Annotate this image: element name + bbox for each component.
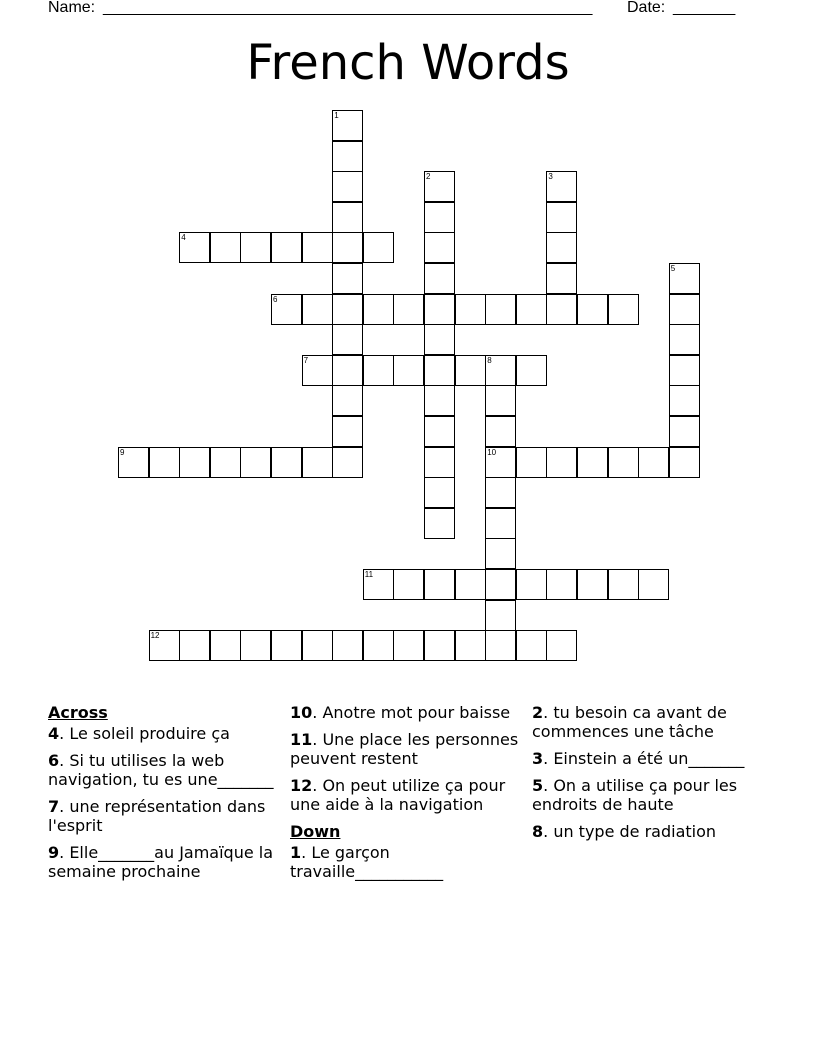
down-clue-2: [532, 703, 772, 741]
cell-number: 12: [150, 631, 160, 641]
clue-text: . une représentation dans l'esprit: [48, 797, 266, 835]
grid-cell[interactable]: [424, 294, 455, 325]
cell-number: 7: [303, 355, 309, 365]
grid-cell[interactable]: [608, 447, 639, 478]
grid-cell[interactable]: [546, 263, 577, 294]
cell-number: 9: [120, 447, 125, 457]
clue-number: 6: [48, 751, 60, 770]
clue-number: 4: [48, 724, 60, 743]
grid-cell[interactable]: [669, 263, 700, 294]
cell-number: 1: [334, 111, 339, 120]
down-clue-1: [290, 843, 530, 881]
grid-cell[interactable]: [363, 569, 394, 600]
grid-cell[interactable]: [332, 324, 363, 355]
grid-cell[interactable]: [455, 294, 486, 325]
grid-cell[interactable]: [363, 294, 394, 325]
down-heading: Down: [290, 822, 341, 841]
grid-cell[interactable]: [393, 569, 424, 600]
clue-text: . un type de radiation: [543, 822, 717, 841]
grid-cell[interactable]: [302, 630, 333, 661]
grid-cell[interactable]: [669, 324, 700, 355]
grid-cell[interactable]: [608, 569, 639, 600]
down-clue-8: [532, 822, 772, 841]
grid-cell[interactable]: [179, 232, 210, 263]
grid-cell[interactable]: [424, 202, 455, 233]
clue-number: 2: [532, 703, 544, 722]
grid-cell[interactable]: [332, 232, 363, 263]
across-clue-7: [48, 797, 288, 835]
grid-cell[interactable]: [485, 355, 516, 386]
date-label: Date:: [627, 0, 666, 16]
grid-cell[interactable]: [669, 355, 700, 386]
grid-cell[interactable]: [485, 630, 516, 661]
grid-cell[interactable]: [577, 447, 608, 478]
grid-cell[interactable]: [546, 630, 577, 661]
grid-cell[interactable]: [546, 447, 577, 478]
grid-cell[interactable]: [424, 508, 455, 539]
grid-cell[interactable]: [516, 294, 547, 325]
grid-cell[interactable]: [179, 630, 210, 661]
grid-cell[interactable]: [363, 232, 394, 263]
grid-cell[interactable]: [424, 569, 455, 600]
grid-cell[interactable]: [179, 447, 210, 478]
clue-text: . Elle_______au Jamaïque la semaine prochaine: [48, 843, 274, 881]
clue-column-1: [48, 703, 288, 889]
cell-number: 10: [487, 447, 497, 457]
clue-text: . On a utilise ça pour les endroits de haute: [532, 776, 738, 814]
grid-cell[interactable]: [149, 630, 180, 661]
grid-cell[interactable]: [669, 385, 700, 416]
clue-text: . Einstein a été un_______: [543, 749, 745, 768]
grid-cell[interactable]: [485, 569, 516, 600]
grid-cell[interactable]: [638, 447, 669, 478]
grid-cell[interactable]: [210, 630, 241, 661]
grid-cell[interactable]: [485, 294, 516, 325]
grid-cell[interactable]: [516, 569, 547, 600]
grid-cell[interactable]: [240, 630, 271, 661]
grid-cell[interactable]: [516, 630, 547, 661]
grid-cell[interactable]: [424, 324, 455, 355]
grid-cell[interactable]: [363, 355, 394, 386]
grid-cell[interactable]: [332, 447, 363, 478]
clue-text: . Le soleil produire ça: [59, 724, 230, 743]
across-clue-9: [48, 843, 288, 881]
grid-cell[interactable]: [393, 355, 424, 386]
grid-cell[interactable]: [271, 447, 302, 478]
grid-cell[interactable]: [210, 232, 241, 263]
grid-cell[interactable]: [332, 141, 363, 172]
grid-cell[interactable]: [577, 294, 608, 325]
clue-number: 11: [290, 730, 313, 749]
clue-number: 12: [290, 776, 313, 795]
clue-text: . Si tu utilises la web navigation, tu es une_______: [48, 751, 274, 789]
grid-cell[interactable]: [210, 447, 241, 478]
clue-number: 8: [532, 822, 544, 841]
grid-cell[interactable]: [332, 263, 363, 294]
grid-cell[interactable]: [393, 294, 424, 325]
grid-cell[interactable]: [546, 569, 577, 600]
grid-cell[interactable]: [332, 110, 363, 141]
grid-cell[interactable]: [546, 232, 577, 263]
name-label: Name:: [48, 0, 96, 16]
date-blank: _______: [673, 0, 736, 16]
clue-number: 5: [532, 776, 544, 795]
cell-number: 11: [364, 570, 374, 579]
clue-text: . Anotre mot pour baisse: [312, 703, 511, 722]
grid-cell[interactable]: [485, 508, 516, 539]
grid-cell[interactable]: [485, 416, 516, 447]
grid-cell[interactable]: [271, 630, 302, 661]
clue-text: . Le garçon travaille___________: [290, 843, 444, 881]
clue-number: 10: [290, 703, 313, 722]
name-blank: _______________________________________________________: [103, 0, 593, 16]
grid-cell[interactable]: [546, 294, 577, 325]
clue-column-2: [290, 703, 530, 889]
grid-cell[interactable]: [485, 477, 516, 508]
grid-cell[interactable]: [302, 355, 333, 386]
grid-cell[interactable]: [669, 294, 700, 325]
grid-cell[interactable]: [424, 385, 455, 416]
grid-cell[interactable]: [455, 630, 486, 661]
grid-cell[interactable]: [302, 232, 333, 263]
cell-number: 3: [548, 172, 553, 182]
clue-text: . tu besoin ca avant de commences une tâche: [532, 703, 727, 741]
cell-number: 8: [487, 355, 492, 365]
grid-cell[interactable]: [149, 447, 180, 478]
cell-number: 5: [670, 264, 676, 273]
grid-cell[interactable]: [240, 447, 271, 478]
grid-cell[interactable]: [669, 416, 700, 447]
grid-cell[interactable]: [332, 630, 363, 661]
down-clue-5: [532, 776, 772, 814]
grid-cell[interactable]: [638, 569, 669, 600]
grid-cell[interactable]: [332, 385, 363, 416]
grid-cell[interactable]: [424, 232, 455, 263]
grid-cell[interactable]: [240, 232, 271, 263]
grid-cell[interactable]: [332, 416, 363, 447]
across-clue-12: [290, 776, 530, 814]
grid-cell[interactable]: [485, 447, 516, 478]
grid-cell[interactable]: [424, 416, 455, 447]
cell-number: 2: [426, 172, 431, 182]
grid-cell[interactable]: [546, 202, 577, 233]
grid-cell[interactable]: [516, 355, 547, 386]
grid-cell[interactable]: [669, 447, 700, 478]
grid-cell[interactable]: [118, 447, 149, 478]
grid-cell[interactable]: [424, 355, 455, 386]
grid-cell[interactable]: [608, 294, 639, 325]
grid-cell[interactable]: [302, 447, 333, 478]
grid-cell[interactable]: [332, 202, 363, 233]
grid-cell[interactable]: [424, 171, 455, 202]
grid-cell[interactable]: [455, 355, 486, 386]
across-clue-10: [290, 703, 530, 722]
clue-number: 9: [48, 843, 60, 862]
grid-cell[interactable]: [271, 232, 302, 263]
cell-number: 6: [273, 294, 278, 304]
down-clue-3: [532, 749, 772, 768]
grid-cell[interactable]: [424, 447, 455, 478]
grid-cell[interactable]: [332, 171, 363, 202]
grid-cell[interactable]: [546, 171, 577, 202]
clue-text: . Une place les personnes peuvent restent: [290, 730, 519, 768]
grid-cell[interactable]: [424, 477, 455, 508]
grid-cell[interactable]: [485, 600, 516, 631]
clue-number: 7: [48, 797, 60, 816]
across-heading: Across: [48, 703, 108, 722]
grid-cell[interactable]: [363, 630, 394, 661]
across-clue-11: [290, 730, 530, 768]
grid-cell[interactable]: [485, 538, 516, 569]
grid-cell[interactable]: [332, 294, 363, 325]
page-title: French Words: [246, 35, 570, 91]
grid-cell[interactable]: [424, 263, 455, 294]
clue-text: . On peut utilize ça pour une aide à la navigation: [290, 776, 506, 814]
grid-cell[interactable]: [577, 569, 608, 600]
clue-number: 1: [290, 843, 302, 862]
across-clue-4: [48, 724, 288, 743]
clue-column-3: [532, 703, 772, 849]
grid-cell[interactable]: [332, 355, 363, 386]
grid-cell[interactable]: [455, 569, 486, 600]
grid-cell[interactable]: [485, 385, 516, 416]
grid-cell[interactable]: [271, 294, 302, 325]
grid-cell[interactable]: [516, 447, 547, 478]
clue-number: 3: [532, 749, 544, 768]
grid-cell[interactable]: [302, 294, 333, 325]
cell-number: 4: [181, 233, 186, 243]
grid-cell[interactable]: [424, 630, 455, 661]
grid-cell[interactable]: [393, 630, 424, 661]
across-clue-6: [48, 751, 288, 789]
